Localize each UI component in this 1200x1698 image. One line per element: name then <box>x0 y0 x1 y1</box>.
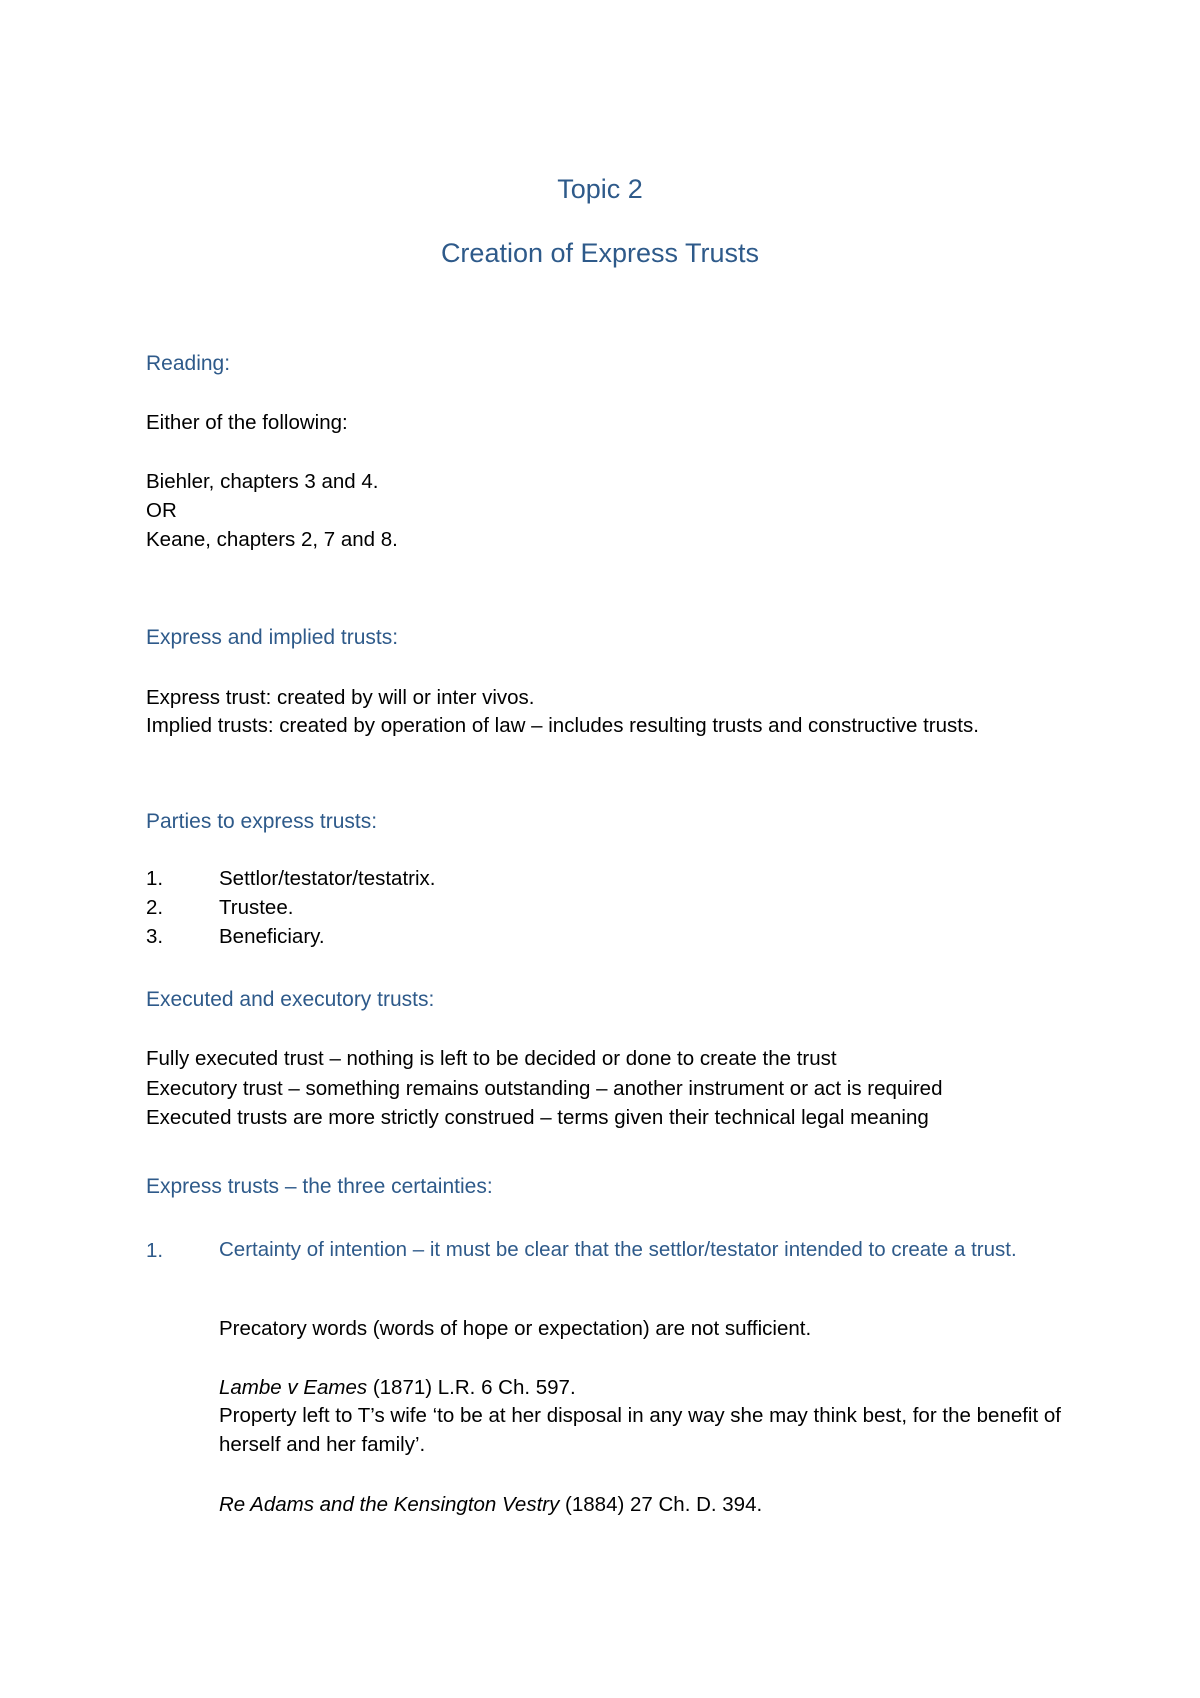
executed-line-2: Executory trust – something remains outstanding – another instrument or act is required <box>146 1077 943 1100</box>
case-citation: (1871) L.R. 6 Ch. 597. <box>367 1376 576 1399</box>
parties-num-2: 2. <box>146 896 164 919</box>
express-implied-heading: Express and implied trusts: <box>146 626 399 649</box>
certainty-intention-text: Certainty of intention – it must be clear that the settlor/testator intended to create a trust. <box>219 1238 1017 1261</box>
reading-option-2: Keane, chapters 2, 7 and 8. <box>146 528 398 551</box>
implied-trusts-text: Implied trusts: created by operation of law – includes resulting trusts and constructive trusts. <box>146 714 979 737</box>
executed-line-3: Executed trusts are more strictly construed – terms given their technical legal meaning <box>146 1106 929 1129</box>
parties-item-2: Trustee. <box>219 896 294 919</box>
executed-heading: Executed and executory trusts: <box>146 988 435 1011</box>
precatory-words-text: Precatory words (words of hope or expectation) are not sufficient. <box>219 1317 812 1340</box>
executed-line-1: Fully executed trust – nothing is left to be decided or done to create the trust <box>146 1047 837 1070</box>
reading-or: OR <box>146 499 177 522</box>
case-re-adams <box>219 1493 762 1517</box>
reading-intro: Either of the following: <box>146 411 348 434</box>
certainties-heading: Express trusts – the three certainties: <box>146 1175 493 1198</box>
certainty-num-1: 1. <box>146 1239 164 1262</box>
case-name: Re Adams and the Kensington Vestry <box>219 1493 560 1516</box>
case-name: Lambe v Eames <box>219 1376 368 1399</box>
reading-option-1: Biehler, chapters 3 and 4. <box>146 470 379 493</box>
parties-num-3: 3. <box>146 925 164 948</box>
reading-heading: Reading: <box>146 352 231 375</box>
topic-title: Topic 2 <box>557 174 643 204</box>
parties-num-1: 1. <box>146 867 164 890</box>
parties-item-1: Settlor/testator/testatrix. <box>219 867 436 890</box>
express-trust-text: Express trust: created by will or inter vivos. <box>146 686 535 709</box>
parties-item-3: Beneficiary. <box>219 925 325 948</box>
case-lambe-facts: Property left to T’s wife ‘to be at her disposal in any way she may think best, for the benefit of herself and her family’. <box>219 1404 1061 1456</box>
parties-heading: Parties to express trusts: <box>146 810 378 833</box>
page-subtitle: Creation of Express Trusts <box>440 238 760 268</box>
case-lambe-v-eames <box>219 1376 576 1400</box>
case-citation: (1884) 27 Ch. D. 394. <box>559 1493 763 1516</box>
